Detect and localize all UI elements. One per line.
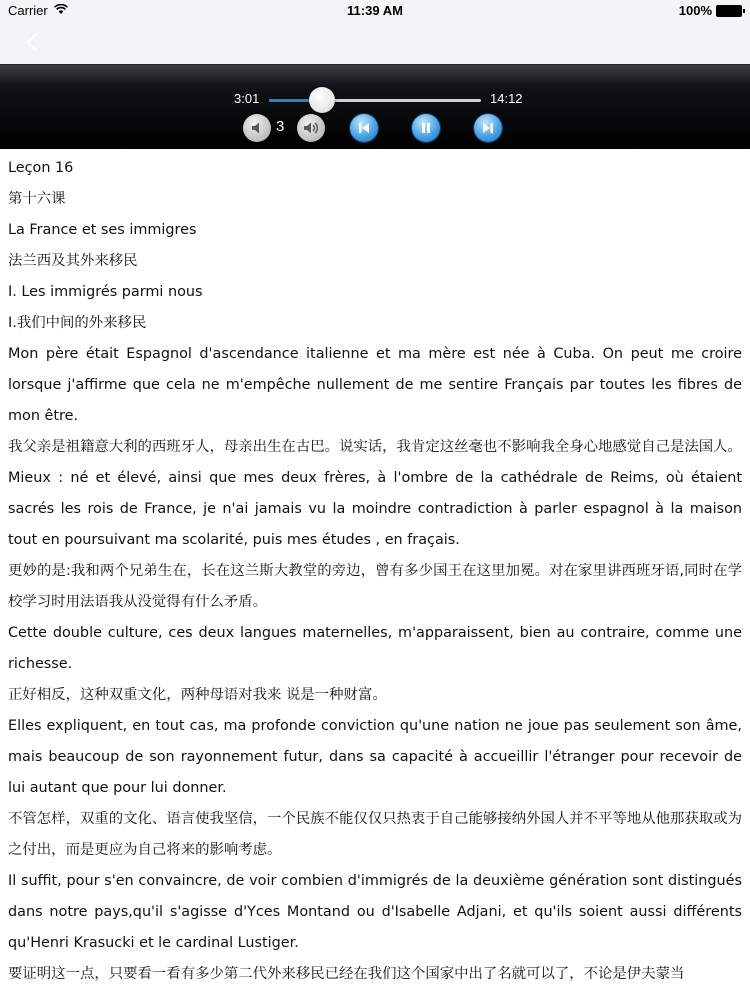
- battery-icon: [716, 5, 742, 17]
- lesson-text: [0, 149, 750, 990]
- progress-slider[interactable]: [269, 99, 481, 102]
- lesson-paragraph: Cette double culture, ces deux langues maternelles, m'apparaissent, bien au contraire, comme une richesse.: [8, 625, 742, 672]
- lesson-paragraph: 我父亲是祖籍意大利的西班牙人，母亲出生在古巴。说实话，我肯定这丝毫也不影响我全身心地感觉自己是法国人。: [8, 439, 742, 455]
- skip-next-icon: [481, 121, 495, 135]
- volume-up-button[interactable]: [297, 114, 325, 142]
- lesson-paragraph: Il suffit, pour s'en convaincre, de voir combien d'immigrés de la deuxième génération sont distingués dans notre pays,qu'il s'agisse d'Yces Montand ou d'Isabelle Adjani, et qu'ils soient aussi différents qu'Henri Krasucki et le cardinal Lustiger.: [8, 873, 742, 951]
- lesson-paragraph: 法兰西及其外来移民: [8, 253, 138, 269]
- carrier-label: Carrier: [8, 3, 48, 18]
- lesson-paragraph: Elles expliquent, en tout cas, ma profonde conviction qu'une nation ne joue pas seulement son âme, mais beaucoup de son rayonnement futur, dans sa capacité à accueillir l'étranger pour recevoir de lui autant que pour lui donner.: [8, 718, 742, 796]
- battery-percent: 100%: [678, 3, 712, 18]
- pause-icon: [419, 121, 433, 135]
- progress-thumb[interactable]: [309, 87, 335, 113]
- navigation-bar: [0, 22, 750, 64]
- audio-player: [0, 64, 750, 149]
- skip-previous-icon: [357, 121, 371, 135]
- lesson-paragraph: Leçon 16: [8, 160, 74, 176]
- current-time: 3:01: [234, 91, 260, 106]
- status-time: 11:39 AM: [347, 3, 403, 18]
- status-bar: [0, 0, 750, 22]
- pause-button[interactable]: [412, 114, 440, 142]
- lesson-paragraph: 第十六课: [8, 191, 66, 207]
- next-button[interactable]: [474, 114, 502, 142]
- previous-button[interactable]: [350, 114, 378, 142]
- lesson-paragraph: 正好相反，这种双重文化，两种母语对我来 说是一种财富。: [8, 687, 387, 703]
- lesson-paragraph: I. Les immigrés parmi nous: [8, 284, 203, 300]
- back-button[interactable]: [18, 28, 46, 56]
- speaker-low-icon: [249, 120, 265, 136]
- lesson-paragraph: Mon père était Espagnol d'ascendance italienne et ma mère est née à Cuba. On peut me croire lorsque j'affirme que cela ne m'empêche nullement de me sentire Français par toutes les fibres de mon être.: [8, 346, 742, 424]
- volume-down-button[interactable]: [243, 114, 271, 142]
- lesson-paragraph: 要证明这一点，只要看一看有多少第二代外来移民已经在我们这个国家中出了名就可以了，不论是伊夫蒙当: [8, 966, 685, 982]
- volume-level: 3: [276, 118, 285, 135]
- chevron-left-icon: [26, 32, 38, 52]
- total-time: 14:12: [490, 91, 523, 106]
- lesson-paragraph: I.我们中间的外来移民: [8, 315, 147, 331]
- lesson-paragraph: Mieux : né et élevé, ainsi que mes deux frères, à l'ombre de la cathédrale de Reims, où étaient sacrés les rois de France, je n'ai jamais vu la moindre contradiction à parler espagnol à la maison tout en poursuivant ma scolarité, puis mes études , en fraçais.: [8, 470, 742, 548]
- lesson-paragraph: La France et ses immigres: [8, 222, 197, 238]
- speaker-high-icon: [302, 120, 320, 136]
- lesson-paragraph: 更妙的是:我和两个兄弟生在，长在这兰斯大教堂的旁边，曾有多少国王在这里加冕。对在家里讲西班牙语,同时在学校学习时用法语我从没觉得有什么矛盾。: [8, 563, 742, 610]
- lesson-paragraph: 不管怎样，双重的文化、语言使我坚信，一个民族不能仅仅只热衷于自己能够接纳外国人并不平等地从他那获取或为之付出，而是更应为自己将来的影响考虑。: [8, 811, 742, 858]
- progress-fill: [269, 99, 314, 102]
